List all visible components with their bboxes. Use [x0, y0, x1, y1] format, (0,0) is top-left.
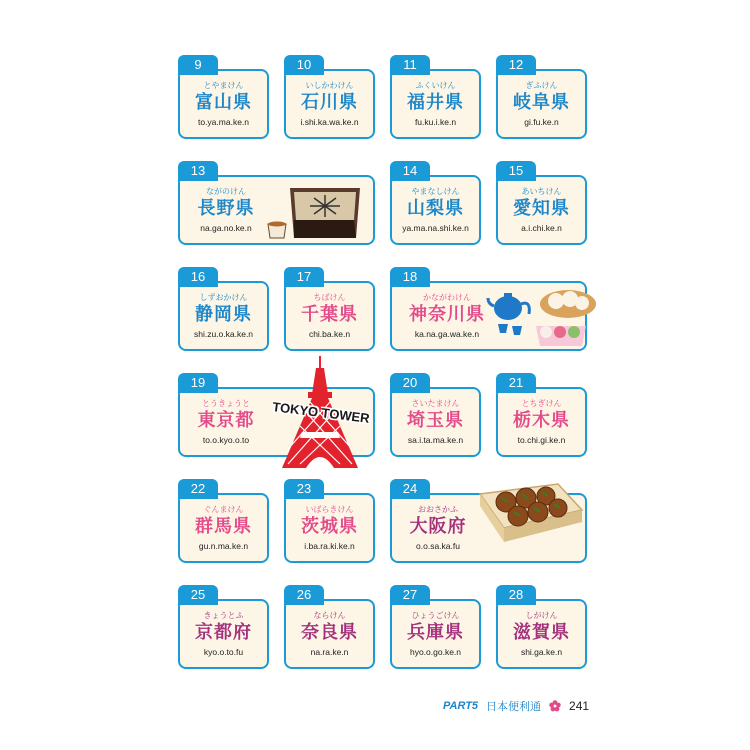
- card-kanji: 静岡県: [195, 303, 252, 325]
- card-kanji: 神奈川県: [409, 303, 485, 325]
- footer-part-label: PART5: [443, 700, 479, 712]
- card-kanji: 東京都: [197, 409, 255, 431]
- card-ruby: ならけん: [313, 610, 346, 620]
- card-kanji: 滋賀県: [513, 621, 570, 643]
- footer-title: 日本便利通: [486, 701, 542, 713]
- card-number: 17: [284, 267, 324, 287]
- card-number: 18: [390, 267, 430, 287]
- card-ruby: いしかわけん: [305, 80, 354, 90]
- card-ruby: しずおかけん: [199, 292, 248, 302]
- prefecture-card-aichi: [496, 163, 587, 245]
- card-kanji: 福井県: [407, 91, 464, 113]
- card-romaji: to.chi.gi.ke.n: [517, 434, 566, 445]
- card-romaji: shi.zu.o.ka.ke.n: [193, 328, 254, 339]
- card-kanji: 愛知県: [513, 197, 570, 219]
- card-number: 14: [390, 161, 430, 181]
- card-number: 9: [178, 55, 218, 75]
- card-ruby: やまなしけん: [411, 186, 460, 196]
- card-ruby: さいたまけん: [411, 398, 460, 408]
- card-ruby: ながのけん: [206, 186, 246, 196]
- card-kanji: 奈良県: [301, 621, 358, 643]
- tokyo-tower-label: TOKYO TOWER: [271, 399, 371, 426]
- prefecture-card-gifu: [496, 57, 587, 139]
- card-number: 12: [496, 55, 536, 75]
- prefecture-card-gunma: [178, 481, 269, 563]
- prefecture-card-fukui: [390, 57, 481, 139]
- card-kanji: 京都府: [195, 621, 252, 643]
- soba-box-illustration: [262, 178, 372, 244]
- card-ruby: あいちけん: [521, 186, 562, 196]
- card-number: 22: [178, 479, 218, 499]
- prefecture-card-ishikawa: [284, 57, 375, 139]
- card-kanji: 千葉県: [301, 303, 358, 325]
- card-kanji: 長野県: [197, 197, 255, 219]
- card-romaji: to.o.kyo.o.to: [202, 434, 250, 445]
- prefecture-card-tochigi: [496, 375, 587, 457]
- card-romaji: to.ya.ma.ke.n: [197, 116, 250, 127]
- card-kanji: 岐阜県: [513, 91, 570, 113]
- card-number: 28: [496, 585, 536, 605]
- card-romaji: chi.ba.ke.n: [308, 328, 351, 339]
- card-ruby: とちぎけん: [521, 398, 562, 408]
- prefecture-card-ibaraki: [284, 481, 375, 563]
- card-romaji: shi.ga.ke.n: [520, 646, 563, 657]
- prefecture-card-hyogo: [390, 587, 481, 669]
- card-romaji: o.o.sa.ka.fu: [416, 540, 460, 551]
- card-romaji: sa.i.ta.ma.ke.n: [407, 434, 464, 445]
- card-romaji: fu.ku.i.ke.n: [414, 116, 457, 127]
- card-romaji: i.shi.ka.wa.ke.n: [300, 116, 359, 127]
- card-number: 21: [496, 373, 536, 393]
- prefecture-card-kyoto: [178, 587, 269, 669]
- card-romaji: ka.na.ga.wa.ke.n: [414, 328, 480, 339]
- card-ruby: ひょうごけん: [411, 610, 460, 620]
- card-romaji: na.ga.no.ke.n: [200, 222, 252, 233]
- card-ruby: しがけん: [525, 610, 558, 620]
- card-kanji: 石川県: [301, 91, 358, 113]
- card-ruby: ちばけん: [313, 292, 346, 302]
- card-number: 26: [284, 585, 324, 605]
- teapot-and-dumplings-illustration: [486, 284, 598, 352]
- card-number: 15: [496, 161, 536, 181]
- card-romaji: hyo.o.go.ke.n: [409, 646, 462, 657]
- card-romaji: i.ba.ra.ki.ke.n: [304, 540, 355, 551]
- card-ruby: ぎふけん: [525, 80, 558, 90]
- card-romaji: kyo.o.to.fu: [203, 646, 244, 657]
- card-ruby: おおさかふ: [418, 504, 458, 514]
- card-number: 27: [390, 585, 430, 605]
- card-number: 24: [390, 479, 430, 499]
- prefecture-card-nara: [284, 587, 375, 669]
- page-number: 241: [569, 699, 590, 713]
- takoyaki-illustration: [478, 478, 584, 550]
- card-number: 16: [178, 267, 218, 287]
- card-romaji: gu.n.ma.ke.n: [198, 540, 249, 551]
- card-ruby: ぐんまけん: [203, 504, 244, 514]
- card-romaji: a.i.chi.ke.n: [521, 222, 562, 233]
- prefecture-card-toyama: [178, 57, 269, 139]
- card-number: 20: [390, 373, 430, 393]
- prefecture-card-shizuoka: [178, 269, 269, 351]
- card-number: 23: [284, 479, 324, 499]
- card-ruby: かながわけん: [423, 292, 471, 302]
- card-kanji: 富山県: [195, 91, 252, 113]
- card-ruby: とやまけん: [203, 80, 244, 90]
- page-footer: [443, 697, 589, 715]
- prefecture-card-saitama: [390, 375, 481, 457]
- prefecture-card-shiga: [496, 587, 587, 669]
- card-kanji: 兵庫県: [407, 621, 464, 643]
- card-romaji: ya.ma.na.shi.ke.n: [402, 222, 469, 233]
- card-kanji: 群馬県: [195, 515, 252, 537]
- card-number: 25: [178, 585, 218, 605]
- card-kanji: 埼玉県: [407, 409, 464, 431]
- card-romaji: gi.fu.ke.n: [524, 116, 559, 127]
- card-romaji: na.ra.ke.n: [310, 646, 349, 657]
- prefecture-card-yamanashi: [390, 163, 481, 245]
- sakura-flower-icon: [549, 700, 561, 712]
- card-ruby: いばらきけん: [305, 504, 354, 514]
- card-ruby: きょうとふ: [203, 610, 244, 620]
- card-number: 19: [178, 373, 218, 393]
- card-number: 10: [284, 55, 324, 75]
- card-number: 13: [178, 161, 218, 181]
- card-ruby: ふくいけん: [415, 80, 456, 90]
- card-number: 11: [390, 55, 430, 75]
- card-kanji: 大阪府: [409, 515, 467, 537]
- card-kanji: 栃木県: [513, 409, 570, 431]
- card-kanji: 茨城県: [301, 515, 358, 537]
- prefecture-card-chiba: [284, 269, 375, 351]
- card-ruby: とうきょうと: [202, 398, 250, 408]
- card-kanji: 山梨県: [407, 197, 464, 219]
